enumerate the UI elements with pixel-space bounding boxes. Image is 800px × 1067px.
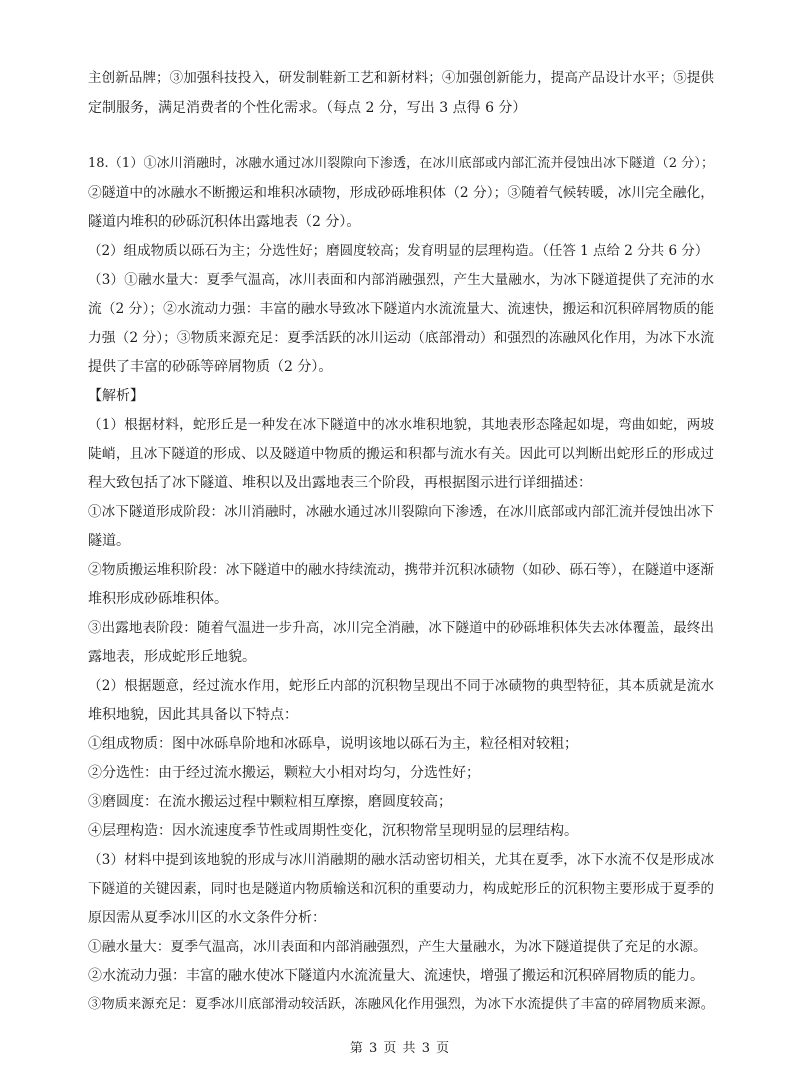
prev-answer-line: 定制服务，满足消费者的个性化需求。（每点 2 分，写出 3 点得 6 分） — [88, 100, 527, 116]
analysis-2-intro-line: （2）根据题意，经过流水作用，蛇形丘内部的沉积物呈现出不同于冰碛物的典型特征，其本质就是流水 — [88, 678, 714, 694]
q18-answer-3-line: （3）①融水量大：夏季气温高，冰川表面和内部消融强烈，产生大量融水，为冰下隧道提供了充沛的水 — [88, 272, 714, 288]
page-footer: 第 3 页 共 3 页 — [349, 1041, 451, 1056]
q18-answer-3-line: 流（2 分）；②水流动力强：丰富的融水导致冰下隧道内水流流量大、流速快，搬运和沉积碎屑物质的能 — [88, 301, 714, 317]
analysis-1-stage-a-line: ①冰下隧道形成阶段：冰川消融时，冰融水通过冰川裂隙向下渗透，在冰川底部或内部汇流并侵蚀出冰下 — [88, 504, 714, 520]
q18-answer-1-line: ②隧道中的冰融水不断搬运和堆积冰碛物，形成砂砾堆积体（2 分）；③随着气候转暖，冰川完全融化， — [88, 185, 714, 201]
analysis-3-item: ③物质来源充足：夏季冰川底部滑动较活跃，冻融风化作用强烈，为冰下水流提供了丰富的碎屑物质来源。 — [88, 997, 714, 1012]
analysis-3-item: ①融水量大：夏季气温高，冰川表面和内部消融强烈，产生大量融水，为冰下隧道提供了充足的水源。 — [88, 939, 707, 955]
analysis-1-stage-c-line: ③出露地表阶段：随着气温进一步升高，冰川完全消融，冰下隧道中的砂砾堆积体失去冰体覆盖，最终出 — [88, 620, 714, 636]
q18-answer-3-line: 力强（2 分）；③物质来源充足：夏季活跃的冰川运动（底部滑动）和强烈的冻融风化作用，为冰下水流 — [88, 330, 714, 346]
analysis-3-item: ②水流动力强：丰富的融水使冰下隧道内水流流量大、流速快，增强了搬运和沉积碎屑物质的能力。 — [88, 968, 704, 984]
analysis-1-stage-a-line: 隧道。 — [88, 533, 130, 549]
analysis-2-item: ①组成物质：图中冰砾阜阶地和冰砾阜，说明该地以砾石为主，粒径相对较粗； — [88, 736, 578, 752]
analysis-1-intro-line: （1）根据材料，蛇形丘是一种发在冰下隧道中的冰水堆积地貌，其地表形态隆起如堤，弯曲如蛇，两坡 — [88, 417, 714, 433]
analysis-2-intro-line: 堆积地貌，因此其具备以下特点： — [88, 707, 298, 723]
analysis-1-stage-c-line: 露地表，形成蛇形丘地貌。 — [88, 649, 256, 665]
analysis-3-intro-line: 原因需从夏季冰川区的水文条件分析： — [88, 910, 326, 926]
q18-answer-3-line: 提供了丰富的砂砾等碎屑物质（2 分）。 — [88, 359, 333, 375]
analysis-1-stage-b-line: ②物质搬运堆积阶段：冰下隧道中的融水持续流动，携带并沉积冰碛物（如砂、砾石等），在隧道中逐渐 — [88, 562, 714, 578]
q18-answer-1-line: 隧道内堆积的砂砾沉积体出露地表（2 分）。 — [88, 214, 361, 230]
analysis-heading: 【解析】 — [88, 388, 144, 404]
analysis-3-intro-line: （3）材料中提到该地貌的形成与冰川消融期的融水活动密切相关，尤其在夏季，冰下水流不仅是形成冰 — [88, 852, 714, 868]
q18-answer-2-line: （2）组成物质以砾石为主；分选性好；磨圆度较高；发育明显的层理构造。（任答 1 点给 2 分共 6 分） — [88, 243, 709, 259]
analysis-3-intro-line: 下隧道的关键因素，同时也是隧道内物质输送和沉积的重要动力，构成蛇形丘的沉积物主要形成于夏季的 — [88, 881, 714, 897]
analysis-2-item: ④层理构造：因水流速度季节性或周期性变化，沉积物常呈现明显的层理结构。 — [88, 823, 578, 839]
analysis-1-intro-line: 程大致包括了冰下隧道、堆积以及出露地表三个阶段，再根据图示进行详细描述： — [88, 475, 592, 491]
prev-answer-line: 主创新品牌；③加强科技投入，研发制鞋新工艺和新材料；④加强创新能力，提高产品设计水平；⑤提供 — [88, 70, 714, 86]
analysis-2-item: ②分选性：由于经过流水搬运，颗粒大小相对均匀，分选性好； — [88, 765, 480, 781]
analysis-1-intro-line: 陡峭，且冰下隧道的形成、以及隧道中物质的搬运和积都与流水有关。因此可以判断出蛇形丘的形成过 — [88, 446, 714, 462]
analysis-2-item: ③磨圆度：在流水搬运过程中颗粒相互摩擦，磨圆度较高； — [88, 794, 452, 810]
q18-answer-1-line: 18.（1）①冰川消融时，冰融水通过冰川裂隙向下渗透，在冰川底部或内部汇流并侵蚀出冰下隧道（2 分）； — [88, 156, 714, 171]
analysis-1-stage-b-line: 堆积形成砂砾堆积体。 — [88, 591, 228, 607]
